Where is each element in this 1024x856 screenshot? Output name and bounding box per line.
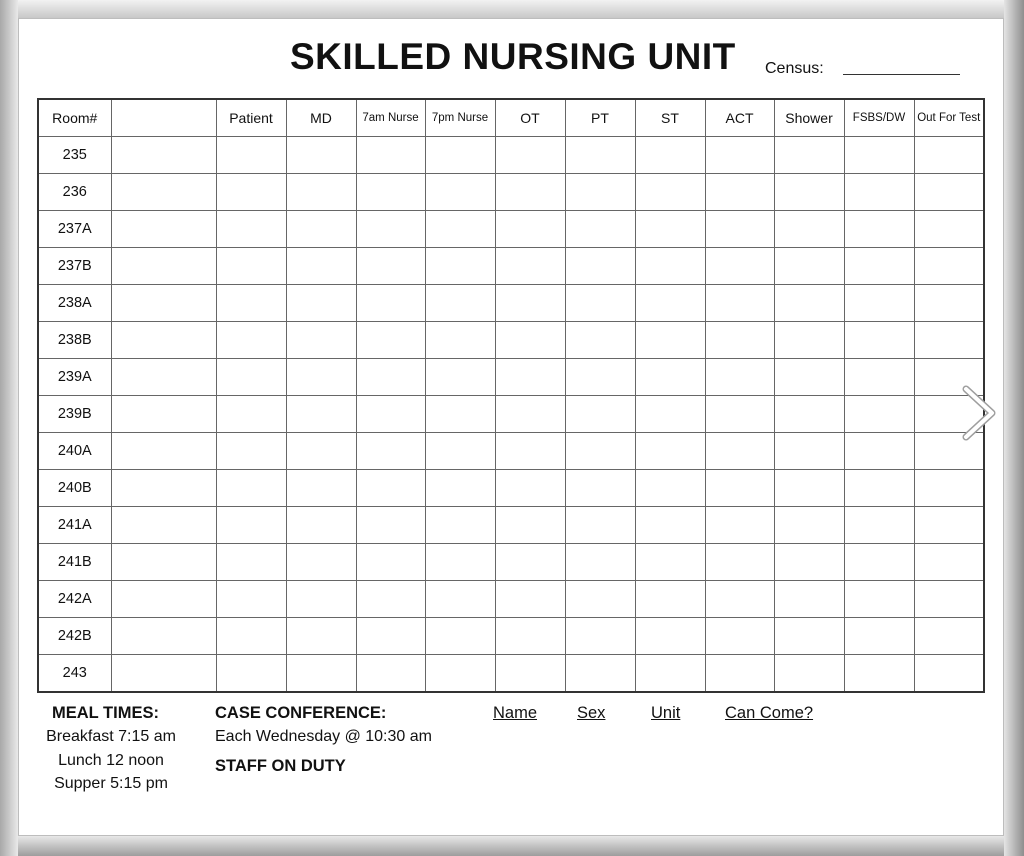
table-cell[interactable] [914,211,984,248]
table-cell[interactable] [635,581,705,618]
table-cell[interactable] [425,359,495,396]
table-cell[interactable] [216,174,286,211]
table-cell[interactable] [844,544,914,581]
table-cell[interactable] [774,581,844,618]
header-st: ST [635,99,705,137]
table-cell[interactable] [705,618,774,655]
table-row [38,137,984,174]
table-cell[interactable] [111,174,216,211]
table-cell[interactable] [425,618,495,655]
table-cell[interactable] [635,655,705,693]
table-cell[interactable] [844,359,914,396]
table-cell[interactable] [425,396,495,433]
table-cell[interactable] [495,248,565,285]
table-row [38,618,984,655]
table-cell[interactable] [286,174,356,211]
table-cell[interactable] [635,396,705,433]
room-number: 239B [38,396,111,433]
table-cell[interactable] [111,507,216,544]
table-cell[interactable] [216,544,286,581]
table-cell[interactable] [216,655,286,693]
table-cell[interactable] [844,137,914,174]
table-cell[interactable] [914,137,984,174]
table-header-row [38,99,984,137]
table-cell[interactable] [356,507,425,544]
table-cell[interactable] [286,248,356,285]
table-cell[interactable] [425,470,495,507]
table-cell[interactable] [774,211,844,248]
table-cell[interactable] [774,137,844,174]
table-cell[interactable] [356,433,425,470]
table-cell[interactable] [914,285,984,322]
table-cell[interactable] [111,581,216,618]
table-cell[interactable] [914,322,984,359]
table-cell[interactable] [111,618,216,655]
table-cell[interactable] [425,248,495,285]
table-cell[interactable] [635,285,705,322]
table-cell[interactable] [356,137,425,174]
table-cell[interactable] [216,285,286,322]
table-cell[interactable] [844,285,914,322]
table-cell[interactable] [914,618,984,655]
header-fsbs-dw: FSBS/DW [844,99,914,137]
table-cell[interactable] [216,211,286,248]
table-cell[interactable] [286,396,356,433]
table-cell[interactable] [495,544,565,581]
table-cell[interactable] [774,248,844,285]
table-cell[interactable] [565,396,635,433]
table-cell[interactable] [635,433,705,470]
table-cell[interactable] [565,581,635,618]
table-cell[interactable] [286,544,356,581]
table-cell[interactable] [844,322,914,359]
table-cell[interactable] [565,211,635,248]
table-cell[interactable] [286,581,356,618]
table-row [38,285,984,322]
table-cell[interactable] [286,618,356,655]
meal-supper: Supper 5:15 pm [54,775,168,792]
header-shower: Shower [774,99,844,137]
table-cell[interactable] [425,211,495,248]
table-row [38,359,984,396]
table-cell[interactable] [705,174,774,211]
table-cell[interactable] [111,544,216,581]
table-row [38,174,984,211]
table-cell[interactable] [111,322,216,359]
table-cell[interactable] [844,655,914,693]
table-cell[interactable] [356,285,425,322]
table-cell[interactable] [635,211,705,248]
table-cell[interactable] [914,174,984,211]
header-md: MD [286,99,356,137]
table-cell[interactable] [774,285,844,322]
table-cell[interactable] [565,433,635,470]
table-cell[interactable] [635,507,705,544]
table-cell[interactable] [286,322,356,359]
table-cell[interactable] [635,544,705,581]
table-cell[interactable] [111,359,216,396]
table-cell[interactable] [635,359,705,396]
table-cell[interactable] [356,211,425,248]
table-cell[interactable] [565,544,635,581]
room-number: 237B [38,248,111,285]
table-cell[interactable] [705,248,774,285]
table-cell[interactable] [705,137,774,174]
table-cell[interactable] [286,507,356,544]
table-cell[interactable] [495,618,565,655]
page-title: SKILLED NURSING UNIT [290,36,736,77]
table-cell[interactable] [705,507,774,544]
table-cell[interactable] [914,248,984,285]
table-cell[interactable] [705,655,774,693]
table-cell[interactable] [286,655,356,693]
table-row [38,544,984,581]
table-cell[interactable] [425,581,495,618]
table-cell[interactable] [286,211,356,248]
table-cell[interactable] [774,396,844,433]
table-cell[interactable] [844,470,914,507]
table-cell[interactable] [111,433,216,470]
table-cell[interactable] [216,322,286,359]
table-cell[interactable] [111,211,216,248]
staff-on-duty-title: STAFF ON DUTY [215,757,346,775]
table-cell[interactable] [565,655,635,693]
room-assignment-table [37,98,985,693]
table-cell[interactable] [635,248,705,285]
table-cell[interactable] [111,396,216,433]
table-cell[interactable] [844,248,914,285]
table-cell[interactable] [635,137,705,174]
table-cell[interactable] [495,470,565,507]
table-cell[interactable] [356,359,425,396]
table-row [38,322,984,359]
table-cell[interactable] [844,396,914,433]
table-row [38,581,984,618]
table-cell[interactable] [356,655,425,693]
table-cell[interactable] [565,248,635,285]
table-cell[interactable] [216,618,286,655]
table-cell[interactable] [356,174,425,211]
header-room: Room# [38,99,111,137]
table-cell[interactable] [705,396,774,433]
table-cell[interactable] [705,433,774,470]
table-cell[interactable] [356,322,425,359]
table-cell[interactable] [914,544,984,581]
table-cell[interactable] [356,470,425,507]
table-cell[interactable] [774,433,844,470]
table-cell[interactable] [356,396,425,433]
room-number: 243 [38,655,111,693]
table-cell[interactable] [844,618,914,655]
table-cell[interactable] [774,359,844,396]
room-number: 236 [38,174,111,211]
case-header-sex: Sex [577,704,606,722]
table-cell[interactable] [705,581,774,618]
table-cell[interactable] [705,470,774,507]
room-number: 238A [38,285,111,322]
table-cell[interactable] [216,433,286,470]
meal-lunch: Lunch 12 noon [58,752,164,769]
table-cell[interactable] [495,581,565,618]
table-cell[interactable] [495,322,565,359]
table-cell[interactable] [425,137,495,174]
table-cell[interactable] [425,655,495,693]
table-cell[interactable] [774,322,844,359]
room-number: 241B [38,544,111,581]
table-cell[interactable] [356,581,425,618]
table-row [38,470,984,507]
table-cell[interactable] [844,507,914,544]
case-conference-schedule: Each Wednesday @ 10:30 am [215,728,432,745]
frame-top [0,0,1024,18]
table-cell[interactable] [565,137,635,174]
table-cell[interactable] [216,507,286,544]
table-cell[interactable] [216,396,286,433]
table-cell[interactable] [914,507,984,544]
meal-times-title: MEAL TIMES: [52,704,159,722]
table-cell[interactable] [286,470,356,507]
table-cell[interactable] [705,285,774,322]
table-cell[interactable] [495,137,565,174]
table-cell[interactable] [286,285,356,322]
table-cell[interactable] [635,174,705,211]
table-cell[interactable] [774,174,844,211]
header-blank [111,99,216,137]
table-cell[interactable] [705,322,774,359]
table-cell[interactable] [914,655,984,693]
table-cell[interactable] [495,655,565,693]
table-cell[interactable] [635,322,705,359]
table-cell[interactable] [914,470,984,507]
table-cell[interactable] [705,211,774,248]
table-cell[interactable] [286,433,356,470]
census-label: Census: [765,60,824,77]
table-cell[interactable] [286,137,356,174]
table-cell[interactable] [774,507,844,544]
table-cell[interactable] [495,211,565,248]
frame-bottom [0,836,1024,856]
table-cell[interactable] [635,618,705,655]
table-cell[interactable] [495,433,565,470]
table-cell[interactable] [844,174,914,211]
case-header-unit: Unit [651,704,681,722]
table-cell[interactable] [425,174,495,211]
table-cell[interactable] [495,174,565,211]
table-row [38,396,984,433]
table-cell[interactable] [565,174,635,211]
table-cell[interactable] [914,581,984,618]
table-cell[interactable] [425,433,495,470]
header-out-for-test: Out For Test [914,99,984,137]
room-number: 239A [38,359,111,396]
room-number: 237A [38,211,111,248]
meal-breakfast: Breakfast 7:15 am [46,728,176,745]
table-cell[interactable] [774,618,844,655]
table-cell[interactable] [111,248,216,285]
table-cell[interactable] [425,322,495,359]
table-cell[interactable] [565,322,635,359]
table-cell[interactable] [565,285,635,322]
room-number: 242B [38,618,111,655]
table-cell[interactable] [111,137,216,174]
chevron-right-icon[interactable] [958,385,998,441]
table-cell[interactable] [216,359,286,396]
table-cell[interactable] [844,581,914,618]
header-ot: OT [495,99,565,137]
header-pt: PT [565,99,635,137]
header-7pm-nurse: 7pm Nurse [425,99,495,137]
room-number: 240A [38,433,111,470]
room-number: 238B [38,322,111,359]
table-cell[interactable] [111,470,216,507]
case-header-can-come: Can Come? [725,704,814,722]
table-cell[interactable] [565,618,635,655]
room-number: 241A [38,507,111,544]
table-cell[interactable] [495,285,565,322]
table-cell[interactable] [286,359,356,396]
table-cell[interactable] [774,544,844,581]
table-cell[interactable] [216,248,286,285]
table-cell[interactable] [635,470,705,507]
header-act: ACT [705,99,774,137]
case-conference-title: CASE CONFERENCE: [215,704,387,722]
table-cell[interactable] [356,544,425,581]
table-cell[interactable] [565,470,635,507]
room-number: 242A [38,581,111,618]
table-cell[interactable] [774,470,844,507]
census-field[interactable] [843,74,960,75]
table-cell[interactable] [565,507,635,544]
table-cell[interactable] [495,396,565,433]
table-cell[interactable] [356,248,425,285]
table-cell[interactable] [425,285,495,322]
case-header-name: Name [493,704,538,722]
table-row [38,655,984,693]
table-cell[interactable] [495,359,565,396]
table-cell[interactable] [565,359,635,396]
table-row [38,507,984,544]
table-cell[interactable] [705,544,774,581]
frame-left [0,0,18,856]
table-cell[interactable] [216,470,286,507]
table-cell[interactable] [844,211,914,248]
table-cell[interactable] [705,359,774,396]
table-row [38,433,984,470]
table-cell[interactable] [216,581,286,618]
frame-right [1004,0,1024,856]
room-number: 235 [38,137,111,174]
table-cell[interactable] [216,137,286,174]
table-cell[interactable] [111,655,216,693]
table-cell[interactable] [356,618,425,655]
table-cell[interactable] [495,507,565,544]
header-patient: Patient [216,99,286,137]
table-cell[interactable] [111,285,216,322]
header-7am-nurse: 7am Nurse [356,99,425,137]
table-cell[interactable] [425,544,495,581]
room-number: 240B [38,470,111,507]
table-row [38,211,984,248]
table-cell[interactable] [774,655,844,693]
table-cell[interactable] [844,433,914,470]
table-row [38,248,984,285]
table-cell[interactable] [425,507,495,544]
